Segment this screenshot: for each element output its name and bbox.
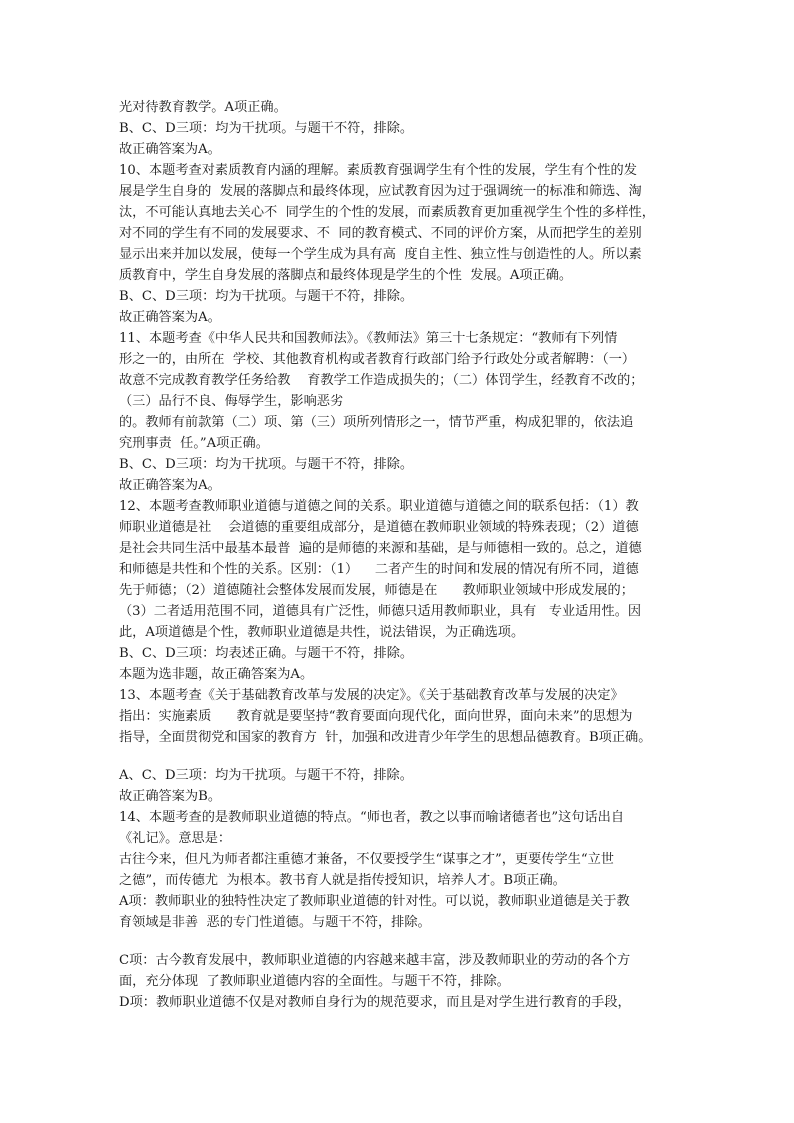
text-line: 展是学生自身的 发展的落脚点和最终体现，应试教育因为过于强调统一的标准和筛选、淘	[119, 184, 642, 199]
text-line: 面，充分体现 了教师职业道德内容的全面性。与题干不符，排除。	[119, 974, 510, 989]
text-line: D项：教师职业道德不仅是对教师自身行为的规范要求，而且是对学生进行教育的手段，	[119, 995, 631, 1010]
text-line: 光对待教育教学。A项正确。	[119, 100, 287, 115]
text-line: 《礼记》。意思是：	[119, 831, 232, 846]
text-line: 故意不完成教育教学任务给教 育教学工作造成损失的；（二）体罚学生，经教育不改的；	[119, 373, 644, 388]
text-line: C项：古今教育发展中，教师职业道德的内容越来越丰富，涉及教师职业的劳动的各个方	[119, 953, 631, 968]
text-line: 故正确答案为B。	[119, 789, 222, 804]
text-line: 育领域是非善 恶的专门性道德。与题干不符，排除。	[119, 915, 431, 930]
text-line: 先于师德；（2）道德随社会整体发展而发展，师德是在 教师职业领域中形成发展的；	[119, 583, 634, 598]
text-line: 10、本题考查对素质教育内涵的理解。素质教育强调学生有个性的发展，学生有个性的发	[119, 163, 637, 178]
text-line: 和师德是共性和个性的关系。区别：（1） 二者产生的时间和发展的情况有所不同，道德	[119, 562, 639, 577]
text-line: B、C、D三项：均为干扰项。与题干不符，排除。	[119, 121, 414, 136]
text-line: 故正确答案为A。	[119, 310, 221, 325]
text-line: 13、本题考查《关于基础教育改革与发展的决定》。《关于基础教育改革与发展的决定》	[119, 688, 624, 703]
text-line: 本题为选非题，故正确答案为A。	[119, 667, 314, 682]
text-line: （三）品行不良、侮辱学生，影响恶劣	[119, 394, 344, 409]
text-line: 的。教师有前款第（二）项、第（三）项所列情形之一，情节严重，构成犯罪的，依法追	[119, 415, 634, 430]
text-line: 14、本题考查的是教师职业道德的特点。“师也者，教之以事而喻诸德者也”这句话出自	[119, 810, 625, 825]
text-line: 形之一的，由所在 学校、其他教育机构或者教育行政部门给予行政处分或者解聘：（一）	[119, 352, 636, 367]
text-line: 之德”，而传德尤 为根本。教书育人就是指传授知识，培养人才。B项正确。	[119, 873, 566, 888]
text-line: 显示出来并加以发展，使每一个学生成为具有高 度自主性、独立性与创造性的人。所以素	[119, 247, 642, 262]
text-line: （3）二者适用范围不同，道德具有广泛性，师德只适用教师职业，具有 专业适用性。因	[119, 604, 642, 619]
text-line: 故正确答案为A。	[119, 478, 221, 493]
text-line: 汰，不可能认真地去关心不 同学生的个性的发展，而素质教育更加重视学生个性的多样性，	[119, 205, 655, 220]
text-line: 质教育中，学生自身发展的落脚点和最终体现是学生的个性 发展。A项正确。	[119, 268, 573, 283]
text-line: 究刑事责 任。”A项正确。	[119, 436, 269, 451]
text-line: 12、本题考查教师职业道德与道德之间的关系。职业道德与道德之间的联系包括：（1）教	[119, 499, 639, 514]
text-line: 是社会共同生活中最基本最普 遍的是师德的来源和基础，是与师德相一致的。总之，道德	[119, 541, 642, 556]
text-line: B、C、D三项：均为干扰项。与题干不符，排除。	[119, 289, 414, 304]
text-line: 师职业道德是社 会道德的重要组成部分，是道德在教师职业领域的特殊表现；（2）道德	[119, 520, 639, 535]
text-line: 11、本题考查《中华人民共和国教师法》。《教师法》第三十七条规定：“教师有下列情	[119, 331, 618, 346]
text-line: 指导，全面贯彻党和国家的教育方 针，加强和改进青少年学生的思想品德教育。B项正确。	[119, 730, 652, 745]
text-line: 故正确答案为A。	[119, 142, 221, 157]
text-line: 此，A项道德是个性，教师职业道德是共性，说法错误，为正确选项。	[119, 625, 525, 640]
text-line: 古往今来，但凡为师者都注重德才兼备，不仅要授学生“谋事之才”，更要传学生“立世	[119, 852, 614, 867]
text-line: B、C、D三项：均表述正确。与题干不符，排除。	[119, 646, 414, 661]
text-line: B、C、D三项：均为干扰项。与题干不符，排除。	[119, 457, 414, 472]
text-line: 指出：实施素质 教育就是要坚持“教育要面向现代化，面向世界，面向未来”的思想为	[119, 709, 633, 724]
text-line: A、C、D三项：均为干扰项。与题干不符，排除。	[119, 768, 413, 783]
text-line: A项：教师职业的独特性决定了教师职业道德的针对性。可以说，教师职业道德是关于教	[119, 894, 630, 909]
text-line: 对不同的学生有不同的发展要求、不 同的教育模式、不同的评价方案，从而把学生的差别	[119, 226, 642, 241]
